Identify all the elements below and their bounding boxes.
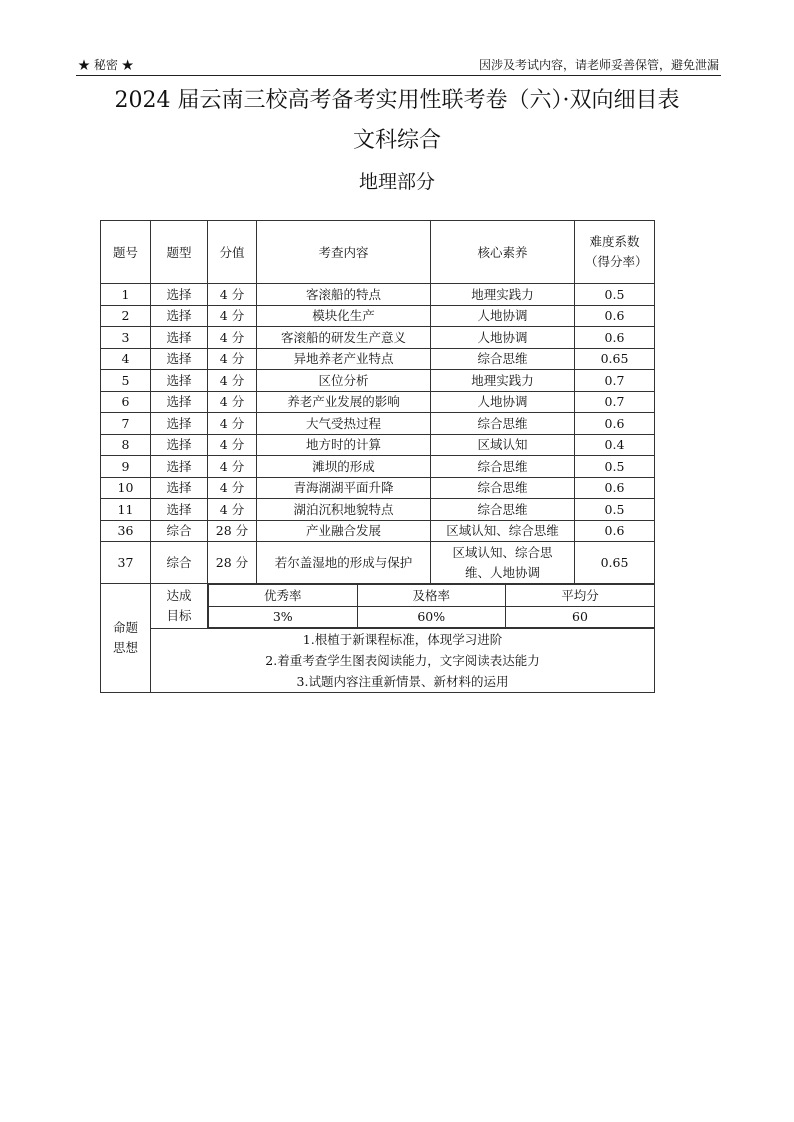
cell-type: 选择 (151, 370, 208, 392)
cell-core-literacy: 综合思维 (431, 499, 575, 521)
target-label-cell (151, 584, 208, 629)
cell-type: 综合 (151, 542, 208, 584)
cell-content: 养老产业发展的影响 (257, 391, 431, 413)
idea-line-1: 1.根植于新课程标准，体现学习进阶 (302, 632, 503, 647)
cell-difficulty: 0.7 (575, 391, 655, 413)
cell-score: 4 分 (208, 477, 257, 499)
confidential-mark: ★ 秘密 ★ (78, 58, 134, 72)
table-row (101, 434, 655, 456)
specification-table (100, 220, 655, 693)
cell-number: 11 (101, 499, 151, 521)
idea-line-3: 3.试题内容注重新情景、新材料的运用 (296, 674, 509, 689)
cell-difficulty: 0.5 (575, 456, 655, 478)
cell-number: 2 (101, 305, 151, 327)
cell-core-literacy: 人地协调 (431, 391, 575, 413)
target-value-excellent: 3% (209, 606, 358, 628)
header-score: 分值 (208, 221, 257, 284)
cell-content: 地方时的计算 (257, 434, 431, 456)
cell-number: 10 (101, 477, 151, 499)
cell-difficulty: 0.6 (575, 413, 655, 435)
section-title: 地理部分 (358, 171, 435, 193)
cell-core-literacy: 地理实践力 (431, 284, 575, 306)
cell-core-literacy: 综合思维 (431, 477, 575, 499)
cell-number: 8 (101, 434, 151, 456)
cell-score: 28 分 (208, 542, 257, 584)
cell-number: 4 (101, 348, 151, 370)
table-row (101, 477, 655, 499)
cell-type: 选择 (151, 348, 208, 370)
target-label: 达成目标 (166, 588, 192, 623)
cell-score: 4 分 (208, 413, 257, 435)
header-divider (76, 75, 721, 76)
cell-type: 选择 (151, 499, 208, 521)
cell-difficulty: 0.6 (575, 477, 655, 499)
cell-core-literacy: 综合思维 (431, 348, 575, 370)
table-row (101, 305, 655, 327)
cell-content: 大气受热过程 (257, 413, 431, 435)
cell-core-literacy: 区域认知 (431, 434, 575, 456)
header-number: 题号 (101, 221, 151, 284)
cell-core-literacy: 综合思维 (431, 456, 575, 478)
table-row (101, 499, 655, 521)
cell-difficulty: 0.6 (575, 327, 655, 349)
target-header-pass: 及格率 (357, 585, 506, 607)
cell-difficulty: 0.7 (575, 370, 655, 392)
table-row (101, 413, 655, 435)
cell-type: 综合 (151, 520, 208, 542)
cell-type: 选择 (151, 434, 208, 456)
cell-content: 异地养老产业特点 (257, 348, 431, 370)
cell-difficulty: 0.6 (575, 305, 655, 327)
ideas-row (101, 629, 655, 693)
cell-score: 28 分 (208, 520, 257, 542)
cell-content: 客滚船的研发生产意义 (257, 327, 431, 349)
table-row (101, 284, 655, 306)
cell-score: 4 分 (208, 305, 257, 327)
cell-number: 37 (101, 542, 151, 584)
goal-row (101, 584, 655, 629)
cell-score: 4 分 (208, 499, 257, 521)
idea-line-2: 2.着重考查学生图表阅读能力，文字阅读表达能力 (265, 653, 540, 668)
cell-content: 青海湖湖平面升降 (257, 477, 431, 499)
cell-score: 4 分 (208, 327, 257, 349)
cell-difficulty: 0.6 (575, 520, 655, 542)
cell-score: 4 分 (208, 370, 257, 392)
cell-content: 滩坝的形成 (257, 456, 431, 478)
cell-score: 4 分 (208, 456, 257, 478)
idea-label: 命题思想 (113, 620, 139, 655)
idea-label-cell (101, 584, 151, 693)
cell-number: 36 (101, 520, 151, 542)
cell-number: 7 (101, 413, 151, 435)
document-subtitle: 文科综合 (352, 128, 441, 153)
cell-difficulty: 0.5 (575, 499, 655, 521)
cell-type: 选择 (151, 456, 208, 478)
cell-number: 1 (101, 284, 151, 306)
cell-content: 客滚船的特点 (257, 284, 431, 306)
table-row (101, 348, 655, 370)
cell-type: 选择 (151, 413, 208, 435)
cell-core-literacy: 区域认知、综合思维 (431, 520, 575, 542)
cell-type: 选择 (151, 327, 208, 349)
header-content: 考查内容 (257, 221, 431, 284)
cell-content: 产业融合发展 (257, 520, 431, 542)
cell-difficulty: 0.4 (575, 434, 655, 456)
cell-score: 4 分 (208, 284, 257, 306)
cell-content: 若尔盖湿地的形成与保护 (257, 542, 431, 584)
cell-type: 选择 (151, 305, 208, 327)
ideas-cell (151, 629, 655, 693)
cell-core-literacy: 人地协调 (431, 305, 575, 327)
cell-score: 4 分 (208, 348, 257, 370)
cell-score: 4 分 (208, 391, 257, 413)
cell-difficulty: 0.65 (575, 542, 655, 584)
cell-score: 4 分 (208, 434, 257, 456)
cell-content: 湖泊沉积地貌特点 (257, 499, 431, 521)
cell-content: 区位分析 (257, 370, 431, 392)
confidential-header (76, 56, 721, 74)
cell-number: 9 (101, 456, 151, 478)
cell-content: 模块化生产 (257, 305, 431, 327)
cell-number: 3 (101, 327, 151, 349)
cell-type: 选择 (151, 477, 208, 499)
table-row (101, 542, 655, 584)
target-cell (208, 584, 655, 629)
target-header-average: 平均分 (506, 585, 655, 607)
target-header-excellent: 优秀率 (209, 585, 358, 607)
cell-type: 选择 (151, 284, 208, 306)
confidential-notice: 因涉及考试内容，请老师妥善保管，避免泄漏 (478, 58, 719, 72)
table-row (101, 520, 655, 542)
table-row (101, 456, 655, 478)
header-type: 题型 (151, 221, 208, 284)
cell-number: 6 (101, 391, 151, 413)
cell-difficulty: 0.5 (575, 284, 655, 306)
cell-core-literacy: 综合思维 (431, 413, 575, 435)
target-value-pass: 60% (357, 606, 506, 628)
cell-number: 5 (101, 370, 151, 392)
cell-type: 选择 (151, 391, 208, 413)
header-difficulty: 难度系数（得分率） (575, 221, 655, 284)
table-row (101, 370, 655, 392)
cell-difficulty: 0.65 (575, 348, 655, 370)
table-header-row (101, 221, 655, 284)
cell-core-literacy: 人地协调 (431, 327, 575, 349)
cell-core-literacy: 区域认知、综合思维、人地协调 (431, 542, 575, 584)
table-row (101, 327, 655, 349)
table-row (101, 391, 655, 413)
target-value-average: 60 (506, 606, 655, 628)
document-title: 2024 届云南三校高考备考实用性联考卷（六）·双向细目表 (114, 88, 680, 113)
header-core-literacy: 核心素养 (431, 221, 575, 284)
cell-core-literacy: 地理实践力 (431, 370, 575, 392)
target-table (208, 584, 654, 628)
